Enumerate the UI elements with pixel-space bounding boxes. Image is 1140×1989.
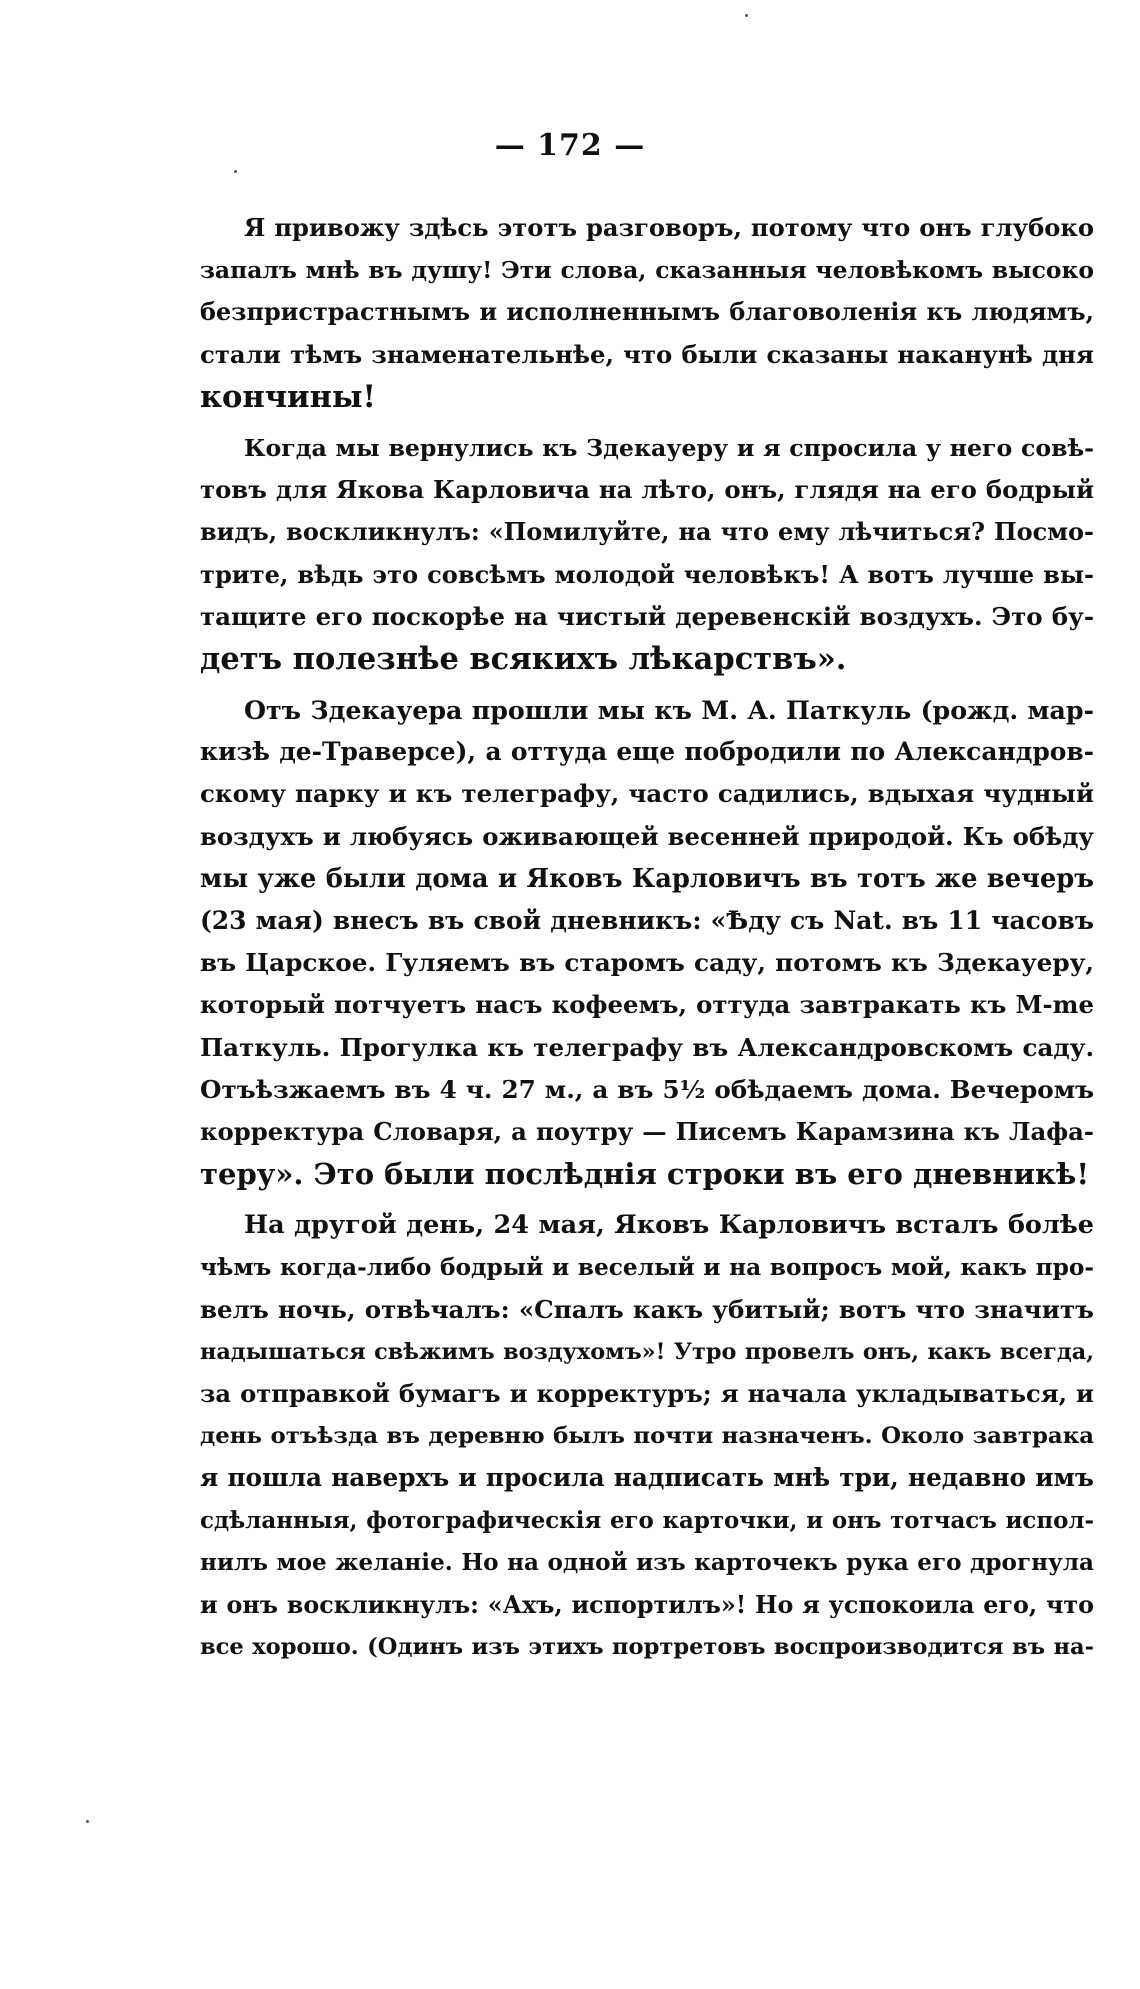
text-line: Когда мы вернулись къ Здекауеру и я спросила у него совѣ- — [244, 433, 1094, 462]
paragraph-1 — [200, 207, 1094, 418]
text-line: На другой день, 24 мая, Яковъ Карловичъ всталъ болѣе — [244, 1210, 1094, 1241]
text-line: велъ ночь, отвѣчалъ: «Спалъ какъ убитый; вотъ что значитъ — [200, 1294, 1094, 1324]
paragraph-3 — [200, 689, 1094, 1195]
text-line: трите, вѣдь это совсѣмъ молодой человѣкъ! А вотъ лучше вы- — [200, 559, 1094, 589]
text-line: надышаться свѣжимъ воздухомъ»! Утро провелъ онъ, какъ всегда, — [200, 1338, 1094, 1365]
text-line: детъ полезнѣе всякихъ лѣкарствъ». — [200, 640, 847, 677]
text-line: который потчуетъ насъ кофеемъ, оттуда завтракать къ M-me — [200, 990, 1094, 1020]
text-line: Паткуль. Прогулка къ телеграфу въ Александровскомъ саду. — [200, 1032, 1094, 1062]
text-line: Отъѣзжаемъ въ 4 ч. 27 м., а въ 5½ обѣдаемъ дома. Вечеромъ — [200, 1074, 1094, 1104]
paragraph-2 — [200, 427, 1094, 680]
text-line: Я привожу здѣсь этотъ разговоръ, потому что онъ глубоко — [244, 213, 1094, 242]
text-line: воздухъ и любуясь оживающей весенней природой. Къ обѣду — [200, 821, 1094, 851]
scan-speck — [86, 1820, 89, 1823]
text-line: товъ для Якова Карловича на лѣто, онъ, глядя на его бодрый — [200, 475, 1094, 505]
text-line: Отъ Здекауера прошли мы къ М. А. Паткуль (рожд. мар- — [244, 695, 1094, 726]
text-line: теру». Это были послѣднія строки въ его дневникѣ! — [200, 1157, 1090, 1192]
text-line: сдѣланныя, фотографическія его карточки, и онъ тотчасъ испол- — [200, 1507, 1094, 1534]
scan-speck — [234, 170, 237, 173]
text-line: скому парку и къ телеграфу, часто садились, вдыхая чудный — [200, 779, 1094, 809]
text-line: мы уже были дома и Яковъ Карловичъ въ тотъ же вечеръ — [200, 863, 1094, 894]
text-line: за отправкой бумагъ и корректуръ; я начала укладываться, и — [200, 1379, 1094, 1409]
text-line: въ Царское. Гуляемъ въ старомъ саду, потомъ къ Здекауеру, — [200, 948, 1094, 978]
text-line: кончины! — [200, 378, 376, 415]
paragraph-4 — [200, 1204, 1094, 1668]
page-number: — 172 — — [494, 128, 646, 163]
body-text — [200, 207, 1094, 1668]
text-line: тащите его поскорѣе на чистый деревенскій воздухъ. Это бу- — [200, 601, 1094, 631]
text-line: и онъ воскликнулъ: «Ахъ, испортилъ»! Но я успокоила его, что — [200, 1591, 1094, 1619]
text-line: нилъ мое желаніе. Но на одной изъ карточекъ рука его дрогнула — [200, 1548, 1094, 1576]
text-line: день отъѣзда въ деревню былъ почти назначенъ. Около завтрака — [200, 1423, 1094, 1450]
text-line: корректура Словаря, а поутру — Писемъ Карамзина къ Лафа- — [200, 1116, 1094, 1146]
scan-speck — [745, 14, 748, 17]
text-line: все хорошо. (Одинъ изъ этихъ портретовъ воспроизводится въ на- — [200, 1634, 1094, 1661]
text-line: я пошла наверхъ и просила надписать мнѣ три, недавно имъ — [200, 1463, 1094, 1493]
text-line: стали тѣмъ знаменательнѣе, что были сказаны наканунѣ дня — [200, 339, 1094, 369]
text-line: (23 мая) внесъ въ свой дневникъ: «Ѣду съ Nat. въ 11 часовъ — [200, 906, 1094, 935]
text-line: кизѣ де-Траверсе), а оттуда еще побродили по Александров- — [200, 737, 1094, 767]
text-line: чѣмъ когда-либо бодрый и веселый и на вопросъ мой, какъ про- — [200, 1253, 1094, 1281]
text-line: безпристрастнымъ и исполненнымъ благоволенія къ людямъ, — [200, 298, 1094, 327]
text-line: запалъ мнѣ въ душу! Эти слова, сказанныя человѣкомъ высоко — [200, 256, 1094, 285]
text-line: видъ, воскликнулъ: «Помилуйте, на что ему лѣчиться? Посмо- — [200, 517, 1094, 547]
